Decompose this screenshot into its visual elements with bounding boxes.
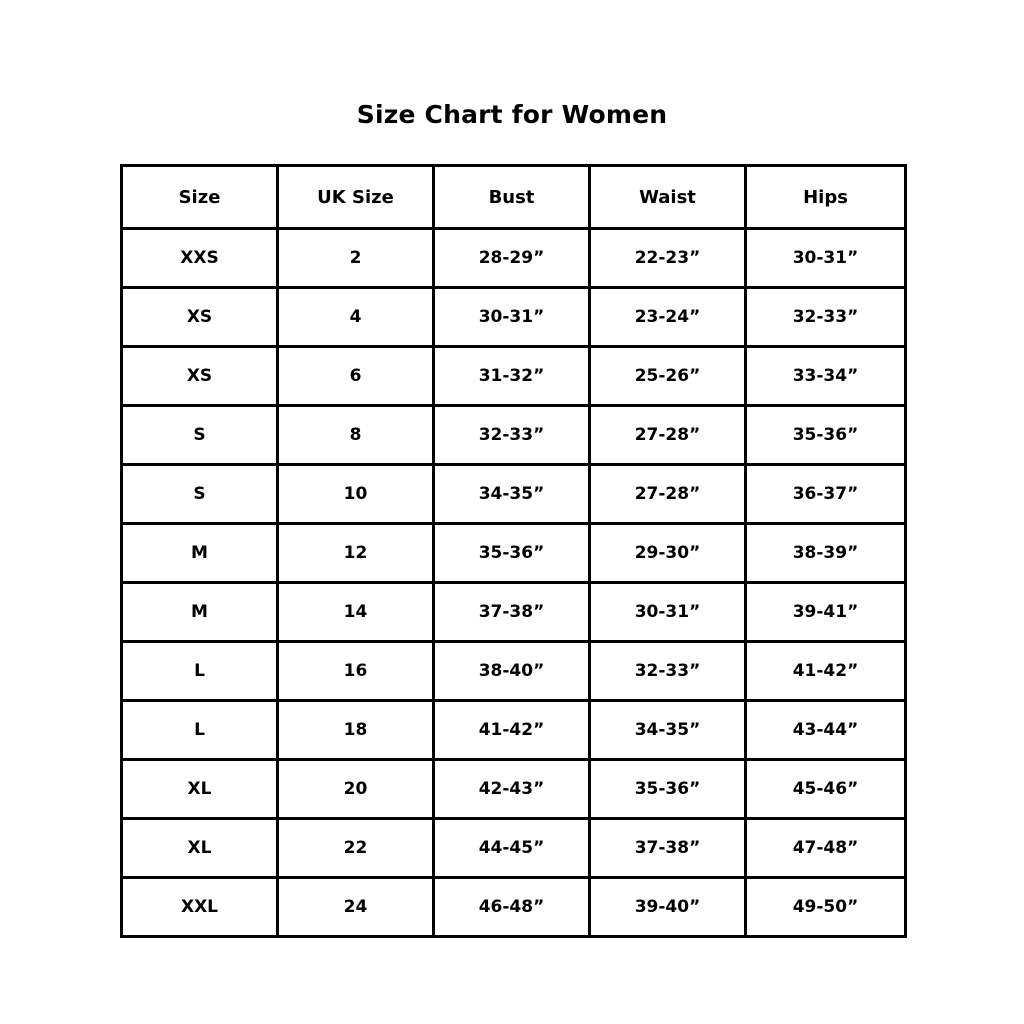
page-title: Size Chart for Women <box>356 100 668 129</box>
cell-hips: 41-42” <box>746 642 906 701</box>
cell-uk-size: 22 <box>278 819 434 878</box>
cell-uk-size: 8 <box>278 406 434 465</box>
cell-waist: 39-40” <box>590 878 746 937</box>
cell-size: M <box>122 524 278 583</box>
table-row <box>122 347 906 406</box>
cell-waist: 22-23” <box>590 229 746 288</box>
cell-hips: 39-41” <box>746 583 906 642</box>
cell-size: XXL <box>122 878 278 937</box>
cell-size: L <box>122 642 278 701</box>
cell-waist: 35-36” <box>590 760 746 819</box>
cell-waist: 27-28” <box>590 406 746 465</box>
table-row <box>122 701 906 760</box>
cell-uk-size: 18 <box>278 701 434 760</box>
column-header-bust: Bust <box>434 166 590 229</box>
cell-hips: 43-44” <box>746 701 906 760</box>
table-row <box>122 642 906 701</box>
cell-bust: 28-29” <box>434 229 590 288</box>
cell-hips: 32-33” <box>746 288 906 347</box>
table-row <box>122 819 906 878</box>
cell-bust: 34-35” <box>434 465 590 524</box>
cell-waist: 37-38” <box>590 819 746 878</box>
cell-bust: 31-32” <box>434 347 590 406</box>
cell-size: XL <box>122 819 278 878</box>
column-header-size: Size <box>122 166 278 229</box>
cell-bust: 35-36” <box>434 524 590 583</box>
cell-uk-size: 24 <box>278 878 434 937</box>
cell-uk-size: 4 <box>278 288 434 347</box>
cell-bust: 37-38” <box>434 583 590 642</box>
table-header-row <box>122 166 906 229</box>
column-header-hips: Hips <box>746 166 906 229</box>
cell-uk-size: 14 <box>278 583 434 642</box>
table-row <box>122 524 906 583</box>
cell-uk-size: 20 <box>278 760 434 819</box>
cell-size: XXS <box>122 229 278 288</box>
column-header-uk-size: UK Size <box>278 166 434 229</box>
cell-bust: 30-31” <box>434 288 590 347</box>
column-header-waist: Waist <box>590 166 746 229</box>
table-row <box>122 878 906 937</box>
cell-uk-size: 10 <box>278 465 434 524</box>
cell-waist: 29-30” <box>590 524 746 583</box>
table-row <box>122 406 906 465</box>
size-chart-table <box>120 164 907 938</box>
cell-hips: 35-36” <box>746 406 906 465</box>
size-chart-table-wrapper <box>120 164 904 938</box>
cell-size: S <box>122 406 278 465</box>
cell-bust: 42-43” <box>434 760 590 819</box>
table-row <box>122 465 906 524</box>
cell-bust: 38-40” <box>434 642 590 701</box>
cell-uk-size: 12 <box>278 524 434 583</box>
cell-waist: 32-33” <box>590 642 746 701</box>
cell-size: M <box>122 583 278 642</box>
cell-bust: 41-42” <box>434 701 590 760</box>
cell-waist: 34-35” <box>590 701 746 760</box>
cell-size: S <box>122 465 278 524</box>
cell-bust: 46-48” <box>434 878 590 937</box>
cell-hips: 36-37” <box>746 465 906 524</box>
table-body <box>122 229 906 937</box>
cell-hips: 45-46” <box>746 760 906 819</box>
cell-hips: 38-39” <box>746 524 906 583</box>
cell-bust: 44-45” <box>434 819 590 878</box>
cell-uk-size: 2 <box>278 229 434 288</box>
cell-waist: 23-24” <box>590 288 746 347</box>
cell-hips: 47-48” <box>746 819 906 878</box>
table-row <box>122 583 906 642</box>
cell-hips: 49-50” <box>746 878 906 937</box>
cell-waist: 27-28” <box>590 465 746 524</box>
table-header <box>122 166 906 229</box>
table-row <box>122 288 906 347</box>
cell-size: XS <box>122 347 278 406</box>
table-row <box>122 760 906 819</box>
cell-hips: 33-34” <box>746 347 906 406</box>
cell-bust: 32-33” <box>434 406 590 465</box>
cell-size: XL <box>122 760 278 819</box>
cell-uk-size: 16 <box>278 642 434 701</box>
cell-hips: 30-31” <box>746 229 906 288</box>
cell-size: L <box>122 701 278 760</box>
table-row <box>122 229 906 288</box>
cell-size: XS <box>122 288 278 347</box>
cell-waist: 25-26” <box>590 347 746 406</box>
cell-uk-size: 6 <box>278 347 434 406</box>
cell-waist: 30-31” <box>590 583 746 642</box>
